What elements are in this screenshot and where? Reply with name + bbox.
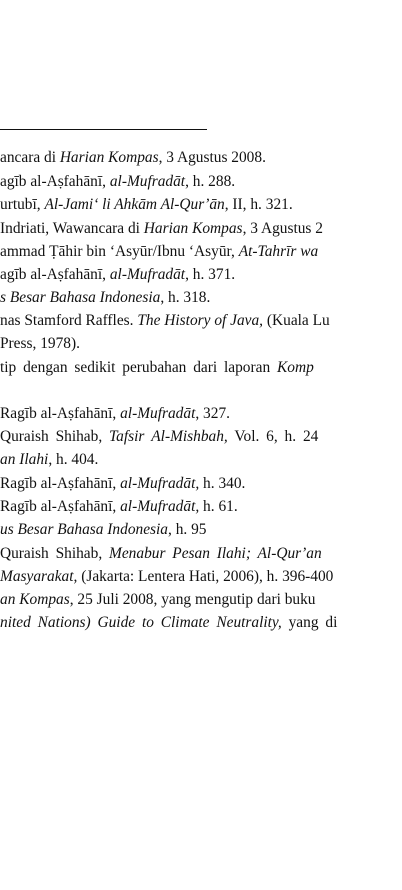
italic-title-text: an Ilahi — [0, 451, 49, 468]
footnote-text: , h. 288. — [185, 173, 236, 190]
footnote-text: Indriati, Wawancara di — [0, 220, 144, 237]
footnote-line — [0, 219, 323, 239]
italic-title-text: The History of Java, — [137, 312, 264, 329]
footnote-line — [0, 195, 293, 215]
footnote-text: h. 340. — [199, 475, 246, 492]
footnote-line — [0, 544, 322, 564]
footnote-line — [0, 288, 210, 308]
footnote-text: h. 61. — [199, 498, 238, 515]
footnote-line — [0, 404, 230, 424]
italic-title-text: Menabur Pesan Ilahi; Al-Qurʼan — [109, 545, 322, 562]
italic-title-text: al-Mufradāt — [120, 405, 196, 422]
italic-title-text: Harian Kompas — [59, 149, 159, 166]
footnote-text: Quraish Shihab, — [0, 428, 110, 445]
italic-title-text: Tafsir — [109, 428, 145, 445]
footnote-text: , 3 Agustus 2008. — [158, 149, 266, 166]
italic-title-text: s Besar Bahasa Indonesia — [0, 289, 161, 306]
italic-title-text: Harian Kompas — [143, 220, 243, 237]
italic-title-text: an Kompas — [0, 591, 70, 608]
italic-title-text: Al-Jamiʻ li Ahkām Al-Qurʼān — [44, 196, 225, 213]
footnote-line — [0, 520, 207, 540]
footnote-text: Ragīb al-Aṣfahānī, — [0, 475, 121, 492]
footnote-text: , h. 95 — [168, 521, 207, 538]
footnote-text: ammad Ṭāhir bin ‘Asyūr/Ibnu ‘Asyūr, — [0, 243, 239, 260]
italic-title-text: al-Mufradāt, — [120, 475, 200, 492]
footnote-text: tip dengan sedikit perubahan dari laporan — [0, 359, 277, 376]
footnote-line — [0, 242, 318, 262]
footnote-line — [0, 265, 235, 285]
italic-title-text: al-Mufradāt — [109, 266, 186, 283]
footnote-text: , II, h. 321. — [224, 196, 293, 213]
italic-title-text: nited Nations) Guide to Climate Neutrality, — [0, 614, 282, 631]
footnote-line — [0, 311, 330, 331]
footnote-text: agīb al-Aṣfahānī, — [0, 173, 110, 190]
footnote-line — [0, 567, 333, 587]
footnote-line — [0, 450, 98, 470]
italic-title-text: us Besar Bahasa Indonesia — [0, 521, 169, 538]
footnote-text: , h. 318. — [160, 289, 211, 306]
italic-title-text: Komp — [277, 359, 314, 376]
footnote-line — [0, 474, 245, 494]
footnote-text: , h. 371. — [185, 266, 236, 283]
footnote-text: Ragīb al-Aṣfahānī, — [0, 405, 121, 422]
footnote-text: Vol. 6, h. 24 — [227, 428, 319, 445]
footnote-text: , 25 Juli 2008, yang mengutip dari buku — [69, 591, 316, 608]
footnote-text: yang di — [281, 614, 338, 631]
italic-title-text: Masyarakat, — [0, 568, 78, 585]
footnote-line — [0, 427, 318, 447]
italic-title-text: al-Mufradāt, — [120, 498, 200, 515]
footnote-text: , 3 Agustus 2 — [242, 220, 323, 237]
footnote-text: , 327. — [195, 405, 230, 422]
footnote-text: (Kuala Lu — [263, 312, 330, 329]
footnote-text: Press, 1978). — [0, 335, 80, 352]
footnote-text: (Jakarta: Lentera Hati, 2006), h. 396-400 — [77, 568, 334, 585]
footnote-text: nas Stamford Raffles. — [0, 312, 138, 329]
footnote-text: urtubī, — [0, 196, 45, 213]
footnote-line — [0, 172, 235, 192]
italic-title-text: At-Tahrīr wa — [238, 243, 319, 260]
footnote-line — [0, 334, 80, 354]
footnote-text: , h. 404. — [48, 451, 99, 468]
footnote-line — [0, 590, 316, 610]
footnote-text: Quraish Shihab, — [0, 545, 110, 562]
italic-title-text: al-Mufradāt — [109, 173, 186, 190]
footnote-line — [0, 148, 266, 168]
footnote-separator-rule — [0, 129, 207, 130]
footnote-text: ancara di — [0, 149, 60, 166]
footnote-text: Ragīb al-Aṣfahānī, — [0, 498, 121, 515]
footnote-line — [0, 358, 314, 378]
footnote-line — [0, 613, 337, 633]
footnote-text: agīb al-Aṣfahānī, — [0, 266, 110, 283]
italic-title-text: Al-Mishbah, — [151, 428, 228, 445]
footnote-line — [0, 497, 238, 517]
